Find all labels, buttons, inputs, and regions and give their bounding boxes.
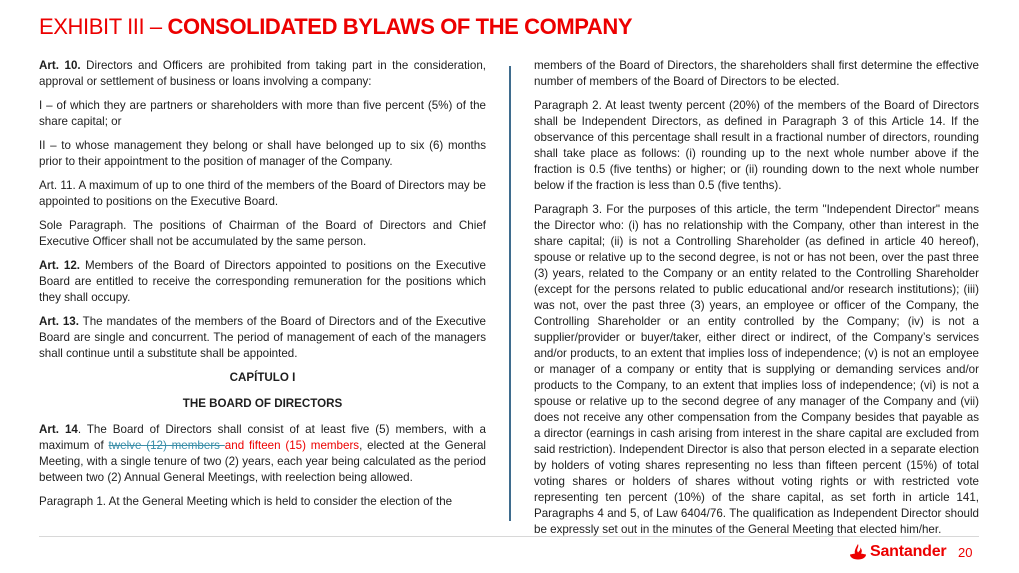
left-column [39, 58, 486, 518]
article-14 [39, 422, 486, 486]
paragraph-3: Paragraph 3. For the purposes of this article, the term "Independent Director" means the Director who: (i) has no relationship with the Company, other than interest in the share capital; (ii) is not a Controlling Shareholder (as defined in article 40 hereof), spouse or relative up to the second degree, is not or has not been, over the past three (3) years, related to the Company or an entity related to the Controlling Shareholder (except for the persons related to public educational and/or research institutions); (iii) was not, over the past three (3) years, an employee or officer of the Company, the Controlling Shareholder or an entity controlled by the Company; (iv) is not a supplier/provider or buyer/taker, either direct or indirect, of the Company’s services and/or products, to an extent that implies loss of independence; (v) is not an employee or manager of a company or entity that is supplying or demanding services and/or products to the Company, to an extent that implies loss of independence; (vi) is not a spouse or relative up to the second degree of any manager of the Company and (vii) does not receive any other compensation from the Company besides that payable as a director (earnings in cash arising from interest in the share capital are excluded from said restriction). Independent Director is also that person elected in a separate election by holders of voting shares representing no less than fifteen percent (15%) of total voting shares or holders of shares without voting rights or with restricted vote representing ten percent (10%) of the share capital, as set forth in article 141, Paragraphs 4 and 5, of Law 6404/76. The qualification as Independent Director should be expressly set out in the minutes of the General Meeting that elected him/her. [534, 203, 979, 536]
art12-text: Members of the Board of Directors appointed to positions on the Executive Board are entitled to receive the corresponding remuneration for the positions which they shall occupy. [39, 259, 486, 304]
art10-label: Art. 10. [39, 59, 81, 72]
article-12 [39, 258, 486, 306]
santander-logo [849, 541, 946, 563]
art14-inserted-text: and fifteen (15) members [224, 439, 360, 452]
art14-label: Art. 14 [39, 423, 78, 436]
art14-text-b: , elected at the General Meeting, with a single tenure of two (2) years, each year being calculated as the period between two (2) Annual General Meetings, with reelection being allowed. [39, 439, 487, 484]
chapter-heading: CAPÍTULO I [229, 371, 296, 384]
sole-paragraph: Sole Paragraph. The positions of Chairman of the Board of Directors and Chief Executive Officer shall not be accumulated by the same person. [39, 219, 486, 248]
art13-label: Art. 13. [39, 315, 79, 328]
article-10 [39, 58, 486, 90]
item-2: II – to whose management they belong or shall have belonged up to six (6) months prior to their appointment to the position of manager of the Company. [39, 139, 486, 168]
article-11: Art. 11. A maximum of up to one third of the members of the Board of Directors may be appointed to positions on the Executive Board. [39, 179, 486, 208]
title-main: CONSOLIDATED BYLAWS OF THE COMPANY [167, 14, 633, 39]
art12-label: Art. 12. [39, 259, 81, 272]
art10-text: Directors and Officers are prohibited from taking part in the consideration, approval or settlement of business or loans involving a company: [39, 59, 486, 88]
art14-struck-text: twelve (12) members [108, 439, 225, 452]
page-title [39, 14, 632, 40]
santander-flame-icon [849, 543, 867, 561]
art14-text-a: . The Board of Directors shall consist of at least five (5) members, with a maximum of [39, 423, 486, 452]
paragraph-2: Paragraph 2. At least twenty percent (20%) of the members of the Board of Directors shall be Independent Directors, as defined in Paragraph 3 of this Article 14. If the observance of this percentage shall result in a fractional number of directors, rounding shall take place as follows: (i) rounding up to the next whole number above if the fraction is 0.5 (five tenths) or higher; or (ii) rounding down to the next whole number below if the fraction is less than 0.5 (five tenths). [534, 99, 979, 192]
chapter-title: THE BOARD OF DIRECTORS [182, 397, 343, 410]
page-number: 20 [958, 545, 973, 560]
paragraph-1: Paragraph 1. At the General Meeting which is held to consider the election of the [39, 495, 453, 508]
column-divider [509, 66, 511, 521]
title-prefix: EXHIBIT III – [39, 14, 168, 39]
brand-name: Santander [870, 543, 947, 560]
paragraph-1-continuation: members of the Board of Directors, the shareholders shall first determine the effective number of members of the Board of Directors to be elected. [534, 59, 979, 88]
footer-rule [39, 536, 979, 537]
right-column [534, 58, 979, 546]
art13-text: The mandates of the members of the Board of Directors and of the Executive Board are single and concurrent. The period of management of each of the managers shall continue until a substitute shall be appointed. [39, 315, 486, 360]
item-1: I – of which they are partners or shareholders with more than five percent (5%) of the share capital; or [39, 99, 486, 128]
article-13 [39, 314, 486, 362]
